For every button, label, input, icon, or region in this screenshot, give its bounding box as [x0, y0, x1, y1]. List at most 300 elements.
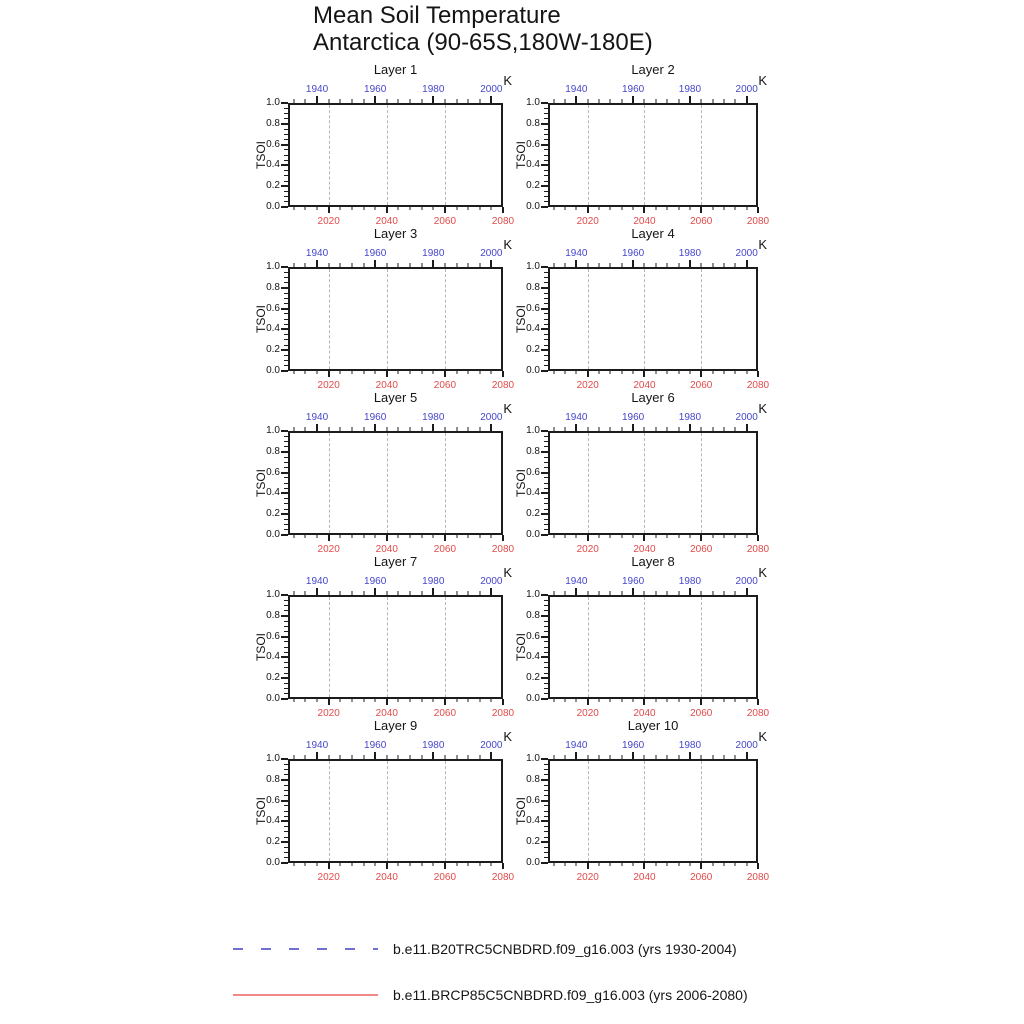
- x-top-minor-tick: [398, 99, 399, 103]
- y-major-tick: [281, 430, 288, 432]
- y-minor-tick: [284, 503, 288, 504]
- x-bottom-minor-tick: [421, 863, 422, 866]
- y-tick-label: 1.0: [266, 97, 280, 108]
- x-top-minor-tick: [678, 99, 679, 103]
- y-major-tick: [541, 492, 548, 494]
- x-bottom-major-tick: [700, 535, 702, 541]
- y-tick-label: 0.4: [266, 651, 280, 663]
- y-minor-tick: [544, 477, 548, 478]
- x-bottom-minor-tick: [468, 863, 469, 866]
- x-bottom-minor-tick: [565, 699, 566, 702]
- x-top-minor-tick: [678, 263, 679, 267]
- x-top-minor-tick: [398, 263, 399, 267]
- x-bottom-major-tick: [328, 535, 330, 541]
- x-top-tick-label: 1940: [565, 740, 588, 751]
- y-minor-tick: [544, 837, 548, 838]
- x-top-minor-tick: [293, 591, 294, 595]
- units-label: K: [758, 565, 767, 580]
- x-top-minor-tick: [667, 99, 668, 103]
- x-bottom-tick-label: 2080: [746, 380, 770, 391]
- x-top-minor-tick: [421, 755, 422, 759]
- x-top-major-tick: [632, 424, 634, 431]
- x-bottom-minor-tick: [633, 207, 634, 210]
- x-bottom-minor-tick: [479, 699, 480, 702]
- x-top-tick-label: 1960: [622, 740, 645, 751]
- y-minor-tick: [544, 365, 548, 366]
- y-tick-label: 0.0: [266, 365, 280, 376]
- x-bottom-minor-tick: [723, 863, 724, 866]
- y-minor-tick: [284, 277, 288, 278]
- x-top-major-tick: [575, 752, 577, 759]
- legend-line-dashed-icon: [233, 948, 378, 950]
- x-top-minor-tick: [655, 427, 656, 431]
- x-bottom-minor-tick: [491, 535, 492, 538]
- x-top-minor-tick: [444, 427, 445, 431]
- y-minor-tick: [544, 816, 548, 817]
- x-bottom-minor-tick: [479, 371, 480, 374]
- x-top-minor-tick: [735, 263, 736, 267]
- x-top-tick-label: 2000: [480, 576, 503, 587]
- y-tick-label: 1.0: [266, 261, 280, 272]
- x-top-minor-tick: [444, 755, 445, 759]
- subplot-title: Layer 9: [373, 718, 418, 733]
- y-minor-tick: [544, 272, 548, 273]
- x-top-major-tick: [689, 424, 691, 431]
- x-bottom-minor-tick: [689, 207, 690, 210]
- x-top-minor-tick: [587, 99, 588, 103]
- x-bottom-minor-tick: [351, 863, 352, 866]
- y-tick-label: 1.0: [266, 753, 280, 764]
- x-bottom-minor-tick: [599, 863, 600, 866]
- y-tick-label: 1.0: [526, 425, 540, 436]
- y-tick-label: 0.6: [526, 794, 540, 806]
- x-top-minor-tick: [305, 591, 306, 595]
- y-minor-tick: [284, 647, 288, 648]
- y-minor-tick: [544, 118, 548, 119]
- y-minor-tick: [284, 282, 288, 283]
- y-major-tick: [281, 656, 288, 658]
- x-bottom-tick-label: 2040: [375, 380, 398, 391]
- x-bottom-tick-label: 2080: [746, 872, 770, 883]
- x-bottom-major-tick: [643, 207, 645, 213]
- x-bottom-minor-tick: [351, 207, 352, 210]
- x-top-minor-tick: [363, 591, 364, 595]
- x-top-minor-tick: [712, 591, 713, 595]
- y-minor-tick: [544, 191, 548, 192]
- y-minor-tick: [544, 334, 548, 335]
- y-major-tick: [541, 758, 548, 760]
- y-minor-tick: [544, 688, 548, 689]
- x-top-major-tick: [432, 96, 434, 103]
- x-bottom-minor-tick: [667, 863, 668, 866]
- x-bottom-major-tick: [502, 699, 504, 705]
- y-minor-tick: [284, 764, 288, 765]
- y-tick-label: 0.6: [266, 794, 280, 806]
- y-major-tick: [541, 800, 548, 802]
- x-bottom-minor-tick: [375, 863, 376, 866]
- x-bottom-minor-tick: [456, 207, 457, 210]
- x-top-tick-label: 2000: [735, 740, 758, 751]
- y-major-tick: [541, 451, 548, 453]
- x-bottom-major-tick: [386, 207, 388, 213]
- x-bottom-minor-tick: [655, 699, 656, 702]
- x-bottom-minor-tick: [410, 699, 411, 702]
- subplot-layer-2: [514, 62, 770, 227]
- x-top-minor-tick: [421, 99, 422, 103]
- y-minor-tick: [284, 769, 288, 770]
- y-tick-label: 0.4: [266, 323, 280, 335]
- x-top-tick-label: 1960: [364, 576, 387, 587]
- x-top-minor-tick: [565, 263, 566, 267]
- x-top-major-tick: [689, 588, 691, 595]
- x-bottom-tick-label: 2020: [317, 380, 340, 391]
- x-top-minor-tick: [305, 427, 306, 431]
- x-bottom-minor-tick: [712, 207, 713, 210]
- x-top-tick-label: 2000: [480, 248, 503, 259]
- y-minor-tick: [284, 795, 288, 796]
- x-top-minor-tick: [328, 427, 329, 431]
- plot-frame: [548, 759, 758, 863]
- x-top-major-tick: [316, 96, 318, 103]
- plot-frame: [288, 759, 503, 863]
- x-bottom-minor-tick: [305, 207, 306, 210]
- x-bottom-minor-tick: [746, 863, 747, 866]
- x-top-tick-label: 2000: [480, 84, 503, 95]
- y-major-tick: [541, 144, 548, 146]
- y-tick-label: 0.4: [526, 487, 540, 499]
- y-minor-tick: [284, 519, 288, 520]
- y-minor-tick: [284, 345, 288, 346]
- y-minor-tick: [544, 277, 548, 278]
- y-tick-label: 0.0: [266, 201, 280, 212]
- x-bottom-minor-tick: [565, 207, 566, 210]
- y-major-tick: [281, 758, 288, 760]
- y-minor-tick: [284, 324, 288, 325]
- x-top-tick-label: 1940: [565, 412, 588, 423]
- y-minor-tick: [544, 345, 548, 346]
- x-bottom-major-tick: [643, 863, 645, 869]
- y-minor-tick: [544, 519, 548, 520]
- x-bottom-major-tick: [757, 699, 759, 705]
- y-tick-label: 0.4: [526, 159, 540, 171]
- units-label: K: [503, 565, 512, 580]
- x-top-minor-tick: [667, 263, 668, 267]
- y-minor-tick: [544, 852, 548, 853]
- y-minor-tick: [544, 483, 548, 484]
- y-minor-tick: [284, 652, 288, 653]
- y-major-tick: [281, 677, 288, 679]
- x-top-minor-tick: [293, 755, 294, 759]
- x-top-minor-tick: [712, 427, 713, 431]
- y-minor-tick: [544, 319, 548, 320]
- y-major-tick: [281, 370, 288, 372]
- y-minor-tick: [284, 139, 288, 140]
- x-top-major-tick: [490, 96, 492, 103]
- y-minor-tick: [284, 201, 288, 202]
- y-minor-tick: [284, 441, 288, 442]
- x-top-minor-tick: [701, 263, 702, 267]
- legend-label: b.e11.B20TRC5CNBDRD.f09_g16.003 (yrs 1930-2004): [393, 941, 737, 957]
- y-tick-label: 0.2: [266, 672, 280, 684]
- y-minor-tick: [544, 196, 548, 197]
- y-major-tick: [281, 123, 288, 125]
- x-top-minor-tick: [599, 755, 600, 759]
- x-bottom-minor-tick: [363, 535, 364, 538]
- x-top-minor-tick: [587, 263, 588, 267]
- x-bottom-minor-tick: [433, 535, 434, 538]
- x-bottom-minor-tick: [553, 207, 554, 210]
- x-bottom-major-tick: [444, 371, 446, 377]
- x-bottom-minor-tick: [375, 699, 376, 702]
- y-tick-label: 0.6: [266, 302, 280, 314]
- x-bottom-major-tick: [643, 371, 645, 377]
- y-tick-label: 0.4: [526, 651, 540, 663]
- x-top-minor-tick: [328, 591, 329, 595]
- x-top-tick-label: 1980: [422, 248, 445, 259]
- y-minor-tick: [284, 805, 288, 806]
- x-top-major-tick: [316, 260, 318, 267]
- y-tick-label: 0.4: [266, 159, 280, 171]
- x-bottom-major-tick: [328, 863, 330, 869]
- x-bottom-tick-label: 2040: [375, 544, 398, 555]
- x-top-minor-tick: [587, 591, 588, 595]
- x-top-minor-tick: [701, 755, 702, 759]
- x-top-major-tick: [689, 96, 691, 103]
- y-minor-tick: [544, 436, 548, 437]
- x-bottom-tick-label: 2040: [375, 872, 398, 883]
- x-bottom-minor-tick: [689, 535, 690, 538]
- y-major-tick: [281, 615, 288, 617]
- y-minor-tick: [544, 693, 548, 694]
- x-top-minor-tick: [328, 755, 329, 759]
- x-bottom-major-tick: [502, 371, 504, 377]
- x-bottom-tick-label: 2040: [375, 708, 398, 719]
- x-bottom-minor-tick: [351, 371, 352, 374]
- x-top-minor-tick: [610, 427, 611, 431]
- y-major-tick: [541, 266, 548, 268]
- x-bottom-minor-tick: [305, 863, 306, 866]
- x-bottom-minor-tick: [723, 371, 724, 374]
- x-top-minor-tick: [456, 427, 457, 431]
- x-top-tick-label: 1940: [565, 248, 588, 259]
- y-tick-label: 1.0: [266, 589, 280, 600]
- y-minor-tick: [284, 831, 288, 832]
- y-minor-tick: [284, 129, 288, 130]
- x-top-minor-tick: [351, 591, 352, 595]
- x-bottom-minor-tick: [633, 863, 634, 866]
- x-bottom-major-tick: [757, 207, 759, 213]
- y-tick-label: 0.0: [526, 529, 540, 540]
- x-top-minor-tick: [386, 99, 387, 103]
- y-minor-tick: [284, 365, 288, 366]
- y-tick-label: 0.4: [526, 323, 540, 335]
- x-top-minor-tick: [701, 591, 702, 595]
- y-tick-label: 0.0: [266, 693, 280, 704]
- x-top-minor-tick: [386, 755, 387, 759]
- y-minor-tick: [284, 334, 288, 335]
- y-axis-title: TSOI: [254, 633, 268, 662]
- x-bottom-minor-tick: [491, 207, 492, 210]
- x-top-minor-tick: [644, 755, 645, 759]
- x-top-minor-tick: [587, 427, 588, 431]
- x-top-minor-tick: [398, 427, 399, 431]
- x-bottom-minor-tick: [689, 371, 690, 374]
- x-bottom-tick-label: 2040: [633, 380, 656, 391]
- x-top-minor-tick: [479, 755, 480, 759]
- y-major-tick: [281, 287, 288, 289]
- x-top-major-tick: [374, 752, 376, 759]
- x-bottom-minor-tick: [655, 863, 656, 866]
- y-axis-title: TSOI: [514, 141, 528, 170]
- x-bottom-minor-tick: [599, 371, 600, 374]
- y-tick-label: 0.6: [266, 466, 280, 478]
- y-major-tick: [541, 534, 548, 536]
- x-bottom-minor-tick: [293, 863, 294, 866]
- x-top-major-tick: [575, 424, 577, 431]
- x-top-minor-tick: [667, 427, 668, 431]
- y-minor-tick: [284, 816, 288, 817]
- subplot-layer-6: [514, 390, 770, 555]
- x-bottom-minor-tick: [317, 371, 318, 374]
- x-top-minor-tick: [305, 755, 306, 759]
- x-top-tick-label: 1980: [678, 248, 702, 259]
- x-bottom-minor-tick: [689, 699, 690, 702]
- x-bottom-minor-tick: [340, 863, 341, 866]
- x-bottom-minor-tick: [735, 371, 736, 374]
- x-top-minor-tick: [644, 99, 645, 103]
- x-top-minor-tick: [599, 99, 600, 103]
- y-major-tick: [281, 534, 288, 536]
- x-top-tick-label: 2000: [735, 248, 758, 259]
- x-top-minor-tick: [712, 263, 713, 267]
- y-axis-title: TSOI: [514, 797, 528, 826]
- x-top-minor-tick: [667, 591, 668, 595]
- y-minor-tick: [544, 774, 548, 775]
- y-minor-tick: [544, 181, 548, 182]
- y-minor-tick: [544, 160, 548, 161]
- x-top-minor-tick: [655, 591, 656, 595]
- y-minor-tick: [284, 811, 288, 812]
- x-bottom-tick-label: 2080: [746, 708, 770, 719]
- y-tick-label: 0.0: [526, 693, 540, 704]
- x-bottom-major-tick: [386, 371, 388, 377]
- x-bottom-minor-tick: [746, 699, 747, 702]
- x-top-tick-label: 1980: [678, 84, 702, 95]
- y-tick-label: 0.0: [526, 201, 540, 212]
- y-tick-label: 0.2: [526, 672, 540, 684]
- y-major-tick: [541, 636, 548, 638]
- y-tick-label: 0.2: [526, 836, 540, 848]
- x-bottom-minor-tick: [398, 699, 399, 702]
- x-top-minor-tick: [363, 755, 364, 759]
- x-bottom-tick-label: 2060: [433, 544, 457, 555]
- y-minor-tick: [284, 191, 288, 192]
- x-top-minor-tick: [723, 591, 724, 595]
- y-minor-tick: [284, 457, 288, 458]
- y-minor-tick: [544, 339, 548, 340]
- x-bottom-major-tick: [502, 535, 504, 541]
- y-minor-tick: [284, 688, 288, 689]
- x-top-tick-label: 1940: [305, 740, 329, 751]
- x-bottom-major-tick: [328, 207, 330, 213]
- y-minor-tick: [284, 446, 288, 447]
- y-minor-tick: [284, 673, 288, 674]
- x-top-minor-tick: [644, 263, 645, 267]
- y-major-tick: [541, 698, 548, 700]
- subplot-title: Layer 6: [631, 390, 675, 405]
- x-top-major-tick: [490, 260, 492, 267]
- x-bottom-minor-tick: [421, 699, 422, 702]
- x-bottom-major-tick: [757, 863, 759, 869]
- x-top-major-tick: [374, 588, 376, 595]
- x-bottom-minor-tick: [689, 863, 690, 866]
- y-major-tick: [281, 779, 288, 781]
- x-top-minor-tick: [621, 755, 622, 759]
- y-minor-tick: [284, 462, 288, 463]
- x-bottom-tick-label: 2020: [576, 544, 599, 555]
- y-minor-tick: [544, 355, 548, 356]
- y-minor-tick: [284, 298, 288, 299]
- y-minor-tick: [544, 610, 548, 611]
- y-minor-tick: [544, 503, 548, 504]
- x-bottom-minor-tick: [553, 371, 554, 374]
- x-top-major-tick: [432, 752, 434, 759]
- legend: [233, 940, 833, 1010]
- y-axis-title: TSOI: [514, 305, 528, 334]
- plot-frame: [288, 595, 503, 699]
- x-top-tick-label: 1960: [622, 84, 645, 95]
- x-bottom-minor-tick: [667, 207, 668, 210]
- x-top-tick-label: 1940: [565, 576, 588, 587]
- y-minor-tick: [284, 774, 288, 775]
- y-minor-tick: [544, 201, 548, 202]
- plot-frame: [548, 103, 758, 207]
- x-bottom-tick-label: 2060: [690, 708, 713, 719]
- plot-frame: [548, 267, 758, 371]
- x-top-major-tick: [374, 260, 376, 267]
- x-bottom-minor-tick: [293, 699, 294, 702]
- x-top-minor-tick: [340, 263, 341, 267]
- x-top-minor-tick: [410, 427, 411, 431]
- x-bottom-tick-label: 2080: [491, 708, 515, 719]
- x-bottom-minor-tick: [305, 535, 306, 538]
- x-bottom-minor-tick: [491, 371, 492, 374]
- legend-item: [233, 940, 833, 960]
- x-bottom-minor-tick: [479, 535, 480, 538]
- x-bottom-minor-tick: [610, 207, 611, 210]
- y-tick-label: 1.0: [526, 589, 540, 600]
- y-major-tick: [281, 862, 288, 864]
- figure-title-line2: Antarctica (90-65S,180W-180E): [313, 29, 653, 56]
- y-major-tick: [541, 287, 548, 289]
- x-bottom-major-tick: [587, 371, 589, 377]
- y-tick-label: 0.4: [266, 487, 280, 499]
- x-bottom-tick-label: 2020: [317, 708, 340, 719]
- y-tick-label: 0.6: [526, 466, 540, 478]
- x-bottom-minor-tick: [433, 863, 434, 866]
- x-top-tick-label: 1980: [678, 412, 702, 423]
- x-bottom-minor-tick: [599, 535, 600, 538]
- x-top-tick-label: 1980: [422, 576, 445, 587]
- x-top-minor-tick: [735, 99, 736, 103]
- x-bottom-minor-tick: [317, 535, 318, 538]
- y-minor-tick: [544, 662, 548, 663]
- y-major-tick: [281, 841, 288, 843]
- y-major-tick: [541, 862, 548, 864]
- y-major-tick: [281, 164, 288, 166]
- x-top-minor-tick: [456, 591, 457, 595]
- x-top-minor-tick: [340, 591, 341, 595]
